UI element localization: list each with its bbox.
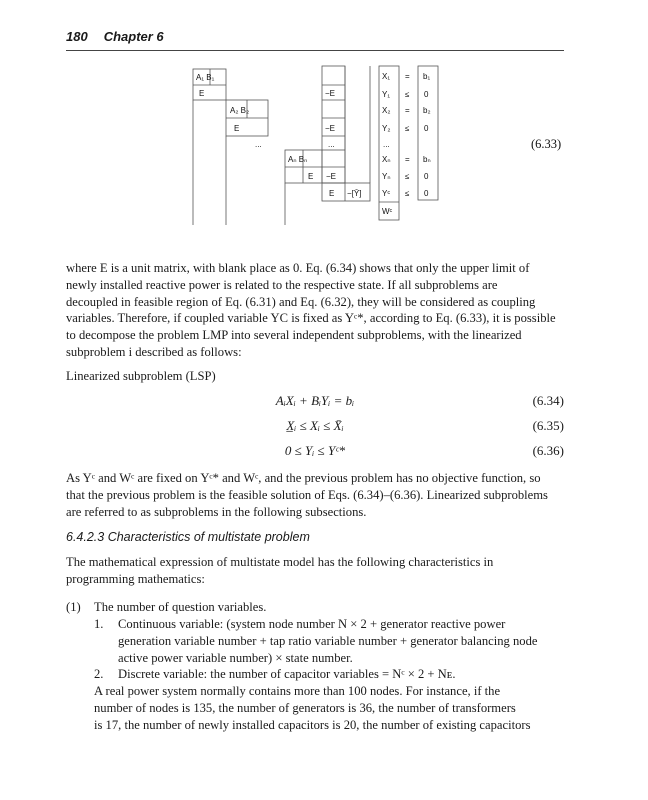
tail-line-1: number of nodes is 135, the number of generators is 36, the number of transformers (94, 700, 516, 715)
label-anbn: Aₙ Bₙ (288, 155, 308, 164)
eq-6-34-num: (6.34) (532, 393, 564, 408)
rhs-0: b₁ (423, 72, 431, 81)
tail-line-2: is 17, the number of newly installed capacitors is 20, the number of existing capacitors (94, 717, 531, 732)
label-neg-e1: −E (325, 89, 336, 98)
sub1-line-2: active power variable number) × state number. (118, 650, 353, 665)
rel-6: ≤ (405, 172, 410, 181)
rhs-2: b₂ (423, 106, 431, 115)
rel-1: ≤ (405, 90, 410, 99)
label-neg-e2: −E (325, 124, 336, 133)
p1-line-3: variables. Therefore, if coupled variable YC is fixed as Yᶜ*, according to Eq. (6.33), it is possible (66, 311, 556, 326)
eq-6-35-expr: X̲ᵢ ≤ Xᵢ ≤ X̄ᵢ (286, 418, 344, 433)
rhs-5: bₙ (423, 155, 431, 164)
rel-2: = (405, 106, 410, 115)
p4-line-0: The mathematical expression of multistate model has the following characteristics in (66, 555, 494, 569)
label-e-last: E (329, 189, 335, 198)
paragraph-characteristics (66, 554, 564, 588)
rel-3: ≤ (405, 124, 410, 133)
var-8: Wᶜ (382, 207, 393, 216)
equation-6-35 (66, 418, 564, 436)
page-number: 180 (66, 29, 88, 44)
p1-line-2: decoupled in feasible region of Eq. (6.31) and Eq. (6.32), they will be considered as coupling (66, 294, 536, 309)
dots-3: ... (383, 140, 390, 149)
sub1-text (118, 616, 564, 666)
p1-line-4: to decompose the problem LMP into several independent subproblems, with the linearized (66, 328, 522, 343)
p1-line-1: newly installed reactive power is related to the respective state. If all subproblems are (66, 277, 498, 292)
eq-6-36-num: (6.36) (532, 443, 564, 458)
rhs-1: 0 (424, 90, 429, 99)
sub1-line-1: generation variable number + tap ratio variable number + generator balancing node (118, 633, 538, 648)
item1-text: The number of question variables. (94, 600, 267, 614)
sub2-text: Discrete variable: the number of capacitor variables = Nᶜ × 2 + Nᴇ. (118, 667, 456, 681)
p3-line-1: that the previous problem is the feasible solution of Eqs. (6.34)–(6.36). Linearized subproblems (66, 487, 548, 502)
var-6: Yₙ (382, 172, 391, 181)
sub1-marker: 1. (94, 617, 104, 631)
label-en: E (308, 172, 314, 181)
characteristics-list (66, 599, 564, 739)
eq-6-36-expr: 0 ≤ Yᵢ ≤ Yᶜ* (284, 443, 346, 458)
rhs-6: 0 (424, 172, 429, 181)
rel-7: ≤ (405, 189, 410, 198)
var-5: Xₙ (382, 155, 391, 164)
matrix-eq-number: (6.33) (531, 137, 562, 151)
sub1-line-0: Continuous variable: (system node number N × 2 + generator reactive power (118, 617, 506, 631)
rhs-3: 0 (424, 124, 429, 133)
item1-marker: (1) (66, 600, 81, 614)
var-0: X₁ (382, 72, 391, 81)
label-a1b1: A₁ B₁ (196, 73, 215, 82)
list-tail (94, 683, 564, 733)
lsp-heading: Linearized subproblem (LSP) (66, 369, 216, 383)
p1-line-5: subproblem i described as follows: (66, 344, 242, 359)
eq-6-35-num: (6.35) (532, 418, 564, 433)
tail-line-0: A real power system normally contains more than 100 nodes. For instance, if the (94, 684, 501, 698)
section-heading: 6.4.2.3 Characteristics of multistate problem (66, 530, 310, 544)
rel-5: = (405, 155, 410, 164)
var-7: Yᶜ (382, 189, 391, 198)
eq-6-34-expr: AᵢXᵢ + BᵢYᵢ = bᵢ (275, 393, 355, 408)
dots-1: ... (255, 140, 262, 149)
paragraph-intro (66, 260, 564, 361)
paragraph-feasible (66, 470, 564, 520)
block-matrix-figure (0, 0, 648, 260)
label-e1: E (199, 89, 205, 98)
var-2: X₂ (382, 106, 391, 115)
equation-6-34 (66, 393, 564, 411)
chapter-title: Chapter 6 (103, 29, 164, 44)
equation-6-36 (66, 443, 564, 461)
label-e2: E (234, 124, 240, 133)
rhs-7: 0 (424, 189, 429, 198)
p3-line-0: As Yᶜ and Wᶜ are fixed on Yᶜ* and Wᶜ, and the previous problem has no objective function, so (66, 471, 541, 485)
p3-line-2: are referred to as subproblems in the following subsections. (66, 504, 367, 519)
rel-0: = (405, 72, 410, 81)
sub2-marker: 2. (94, 667, 104, 681)
label-neg-en: −E (326, 172, 337, 181)
var-1: Y₁ (382, 90, 391, 99)
label-a2b2: A₂ B₂ (230, 106, 250, 115)
label-neg-yt: −[Ȳ] (347, 189, 362, 198)
dots-2: ... (328, 140, 335, 149)
var-3: Y₂ (382, 124, 391, 133)
p1-line-0: where E is a unit matrix, with blank place as 0. Eq. (6.34) shows that only the upper limit of (66, 261, 530, 275)
p4-line-1: programming mathematics: (66, 571, 205, 586)
